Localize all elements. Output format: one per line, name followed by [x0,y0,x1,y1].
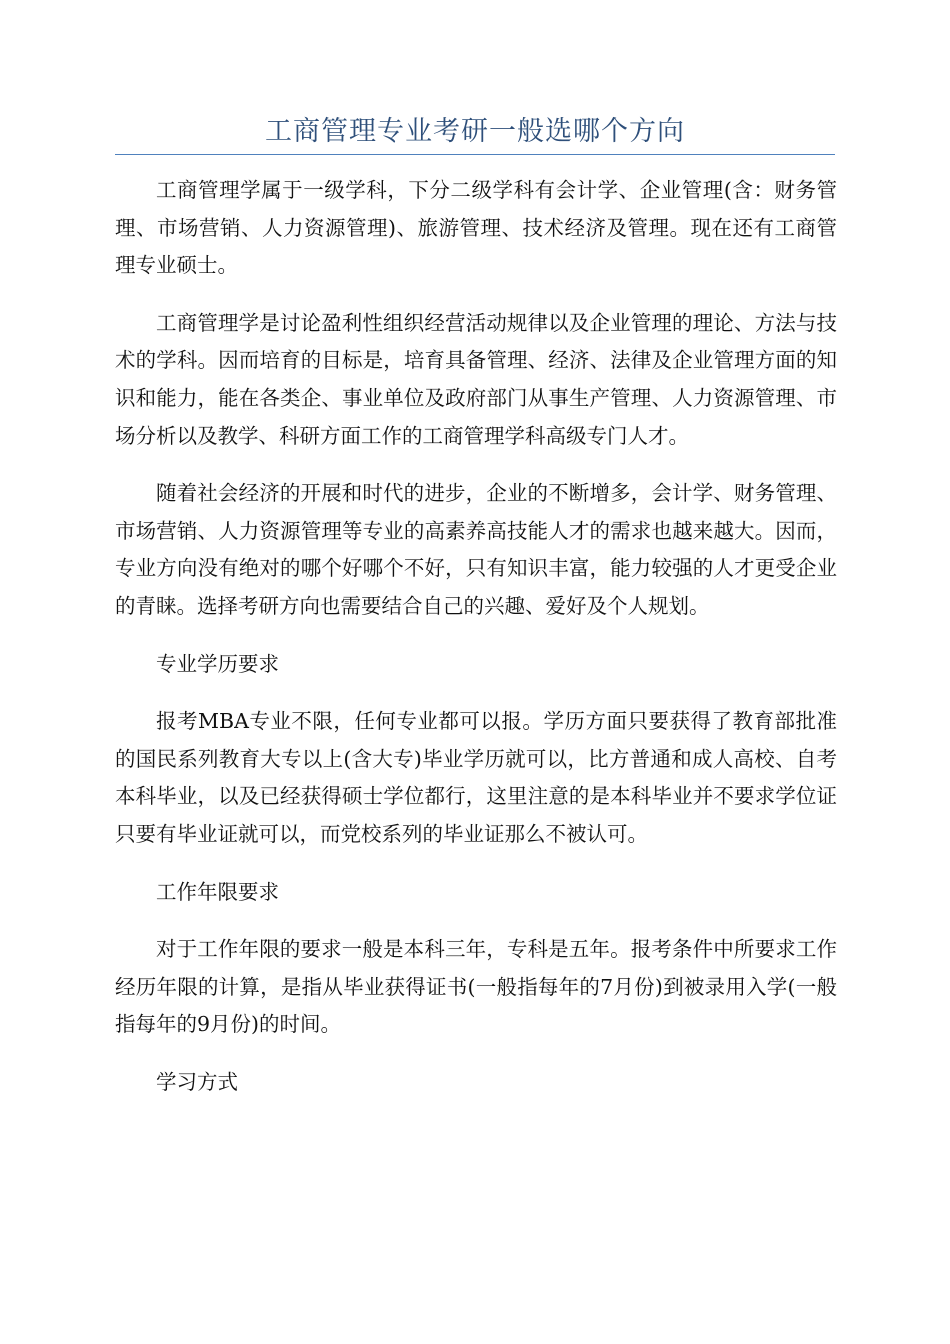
paragraph-definition: 工商管理学是讨论盈利性组织经营活动规律以及企业管理的理论、方法与技术的学科。因而培育的目标是，培育具备管理、经济、法律及企业管理方面的知识和能力，能在各类企、事业单位及政府部门从事生产管理、人力资源管理、市场分析以及教学、科研方面工作的工商管理学科高级专门人才。 [115,310,837,448]
section-heading-study-mode: 学习方式 [156,1069,238,1094]
paragraph-development: 随着社会经济的开展和时代的进步，企业的不断增多，会计学、财务管理、市场营销、人力资源管理等专业的高素养高技能人才的需求也越来越大。因而，专业方向没有绝对的哪个好哪个不好，只有知识丰富，能力较强的人才更受企业的青睐。选择考研方向也需要结合自己的兴趣、爱好及个人规划。 [115,481,837,618]
paragraph-education: 报考MBA专业不限，任何专业都可以报。学历方面只要获得了教育部批准的国民系列教育大专以上(含大专)毕业学历就可以，比方普通和成人高校、自考本科毕业，以及已经获得硕士学位都行，这里注意的是本科毕业并不要求学位证只要有毕业证就可以，而党校系列的毕业证那么不被认可。 [115,709,837,846]
document-body [115,172,837,1121]
paragraph-intro: 工商管理学属于一级学科，下分二级学科有会计学、企业管理(含：财务管理、市场营销、人力资源管理)、旅游管理、技术经济及管理。现在还有工商管理专业硕士。 [115,178,837,278]
title-underline [115,154,835,155]
section-heading-work-years: 工作年限要求 [156,879,279,904]
paragraph-work-years: 对于工作年限的要求一般是本科三年，专科是五年。报考条件中所要求工作经历年限的计算，是指从毕业获得证书(一般指每年的7月份)到被录用入学(一般指每年的9月份)的时间。 [115,937,837,1037]
document-title: 工商管理专业考研一般选哪个方向 [265,116,685,147]
section-heading-education: 专业学历要求 [156,651,279,676]
